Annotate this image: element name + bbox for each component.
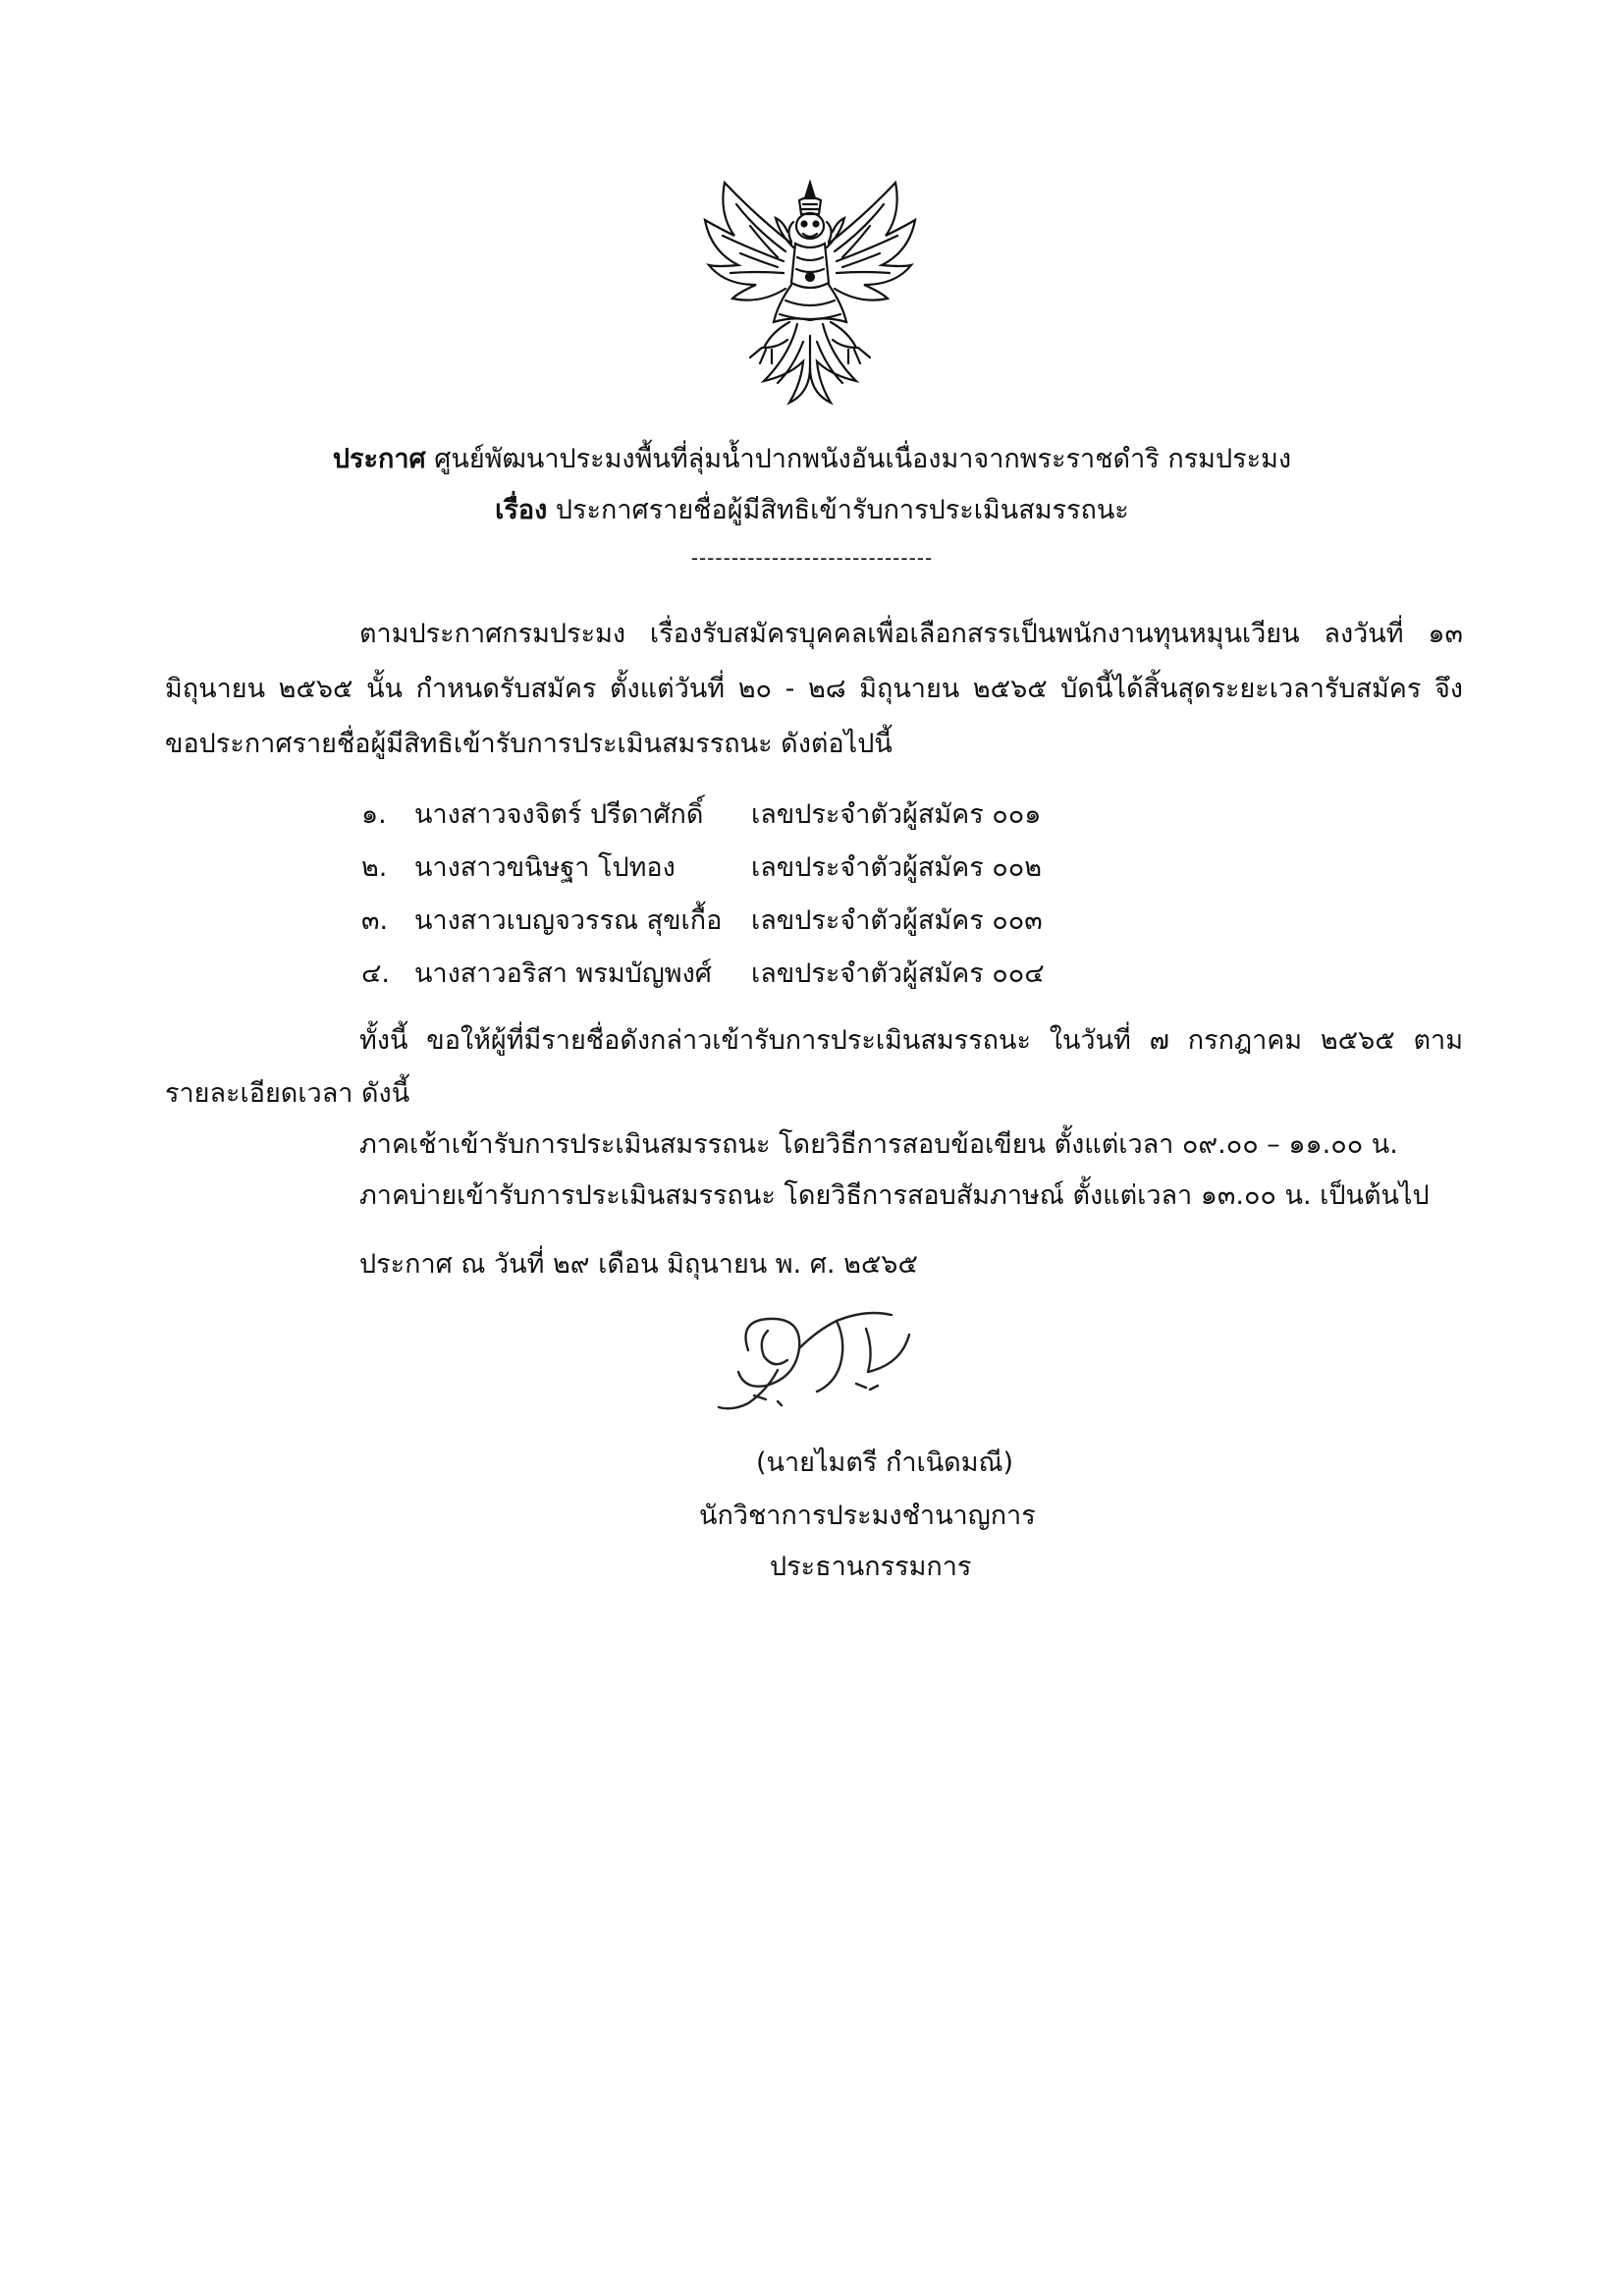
header-prefix: ประกาศ <box>332 444 426 474</box>
candidate-app-no: เลขประจำตัวผู้สมัคร ๐๐๒ <box>751 852 1043 883</box>
para1-line3: ขอประกาศรายชื่อผู้มีสิทธิเข้ารับการประเมินสมรรถนะ ดังต่อไปนี้ <box>165 729 893 759</box>
signature-icon <box>709 1301 915 1419</box>
candidate-number: ๓. <box>361 905 389 936</box>
signatory-name: (นายไมตรี กำเนิดมณี) <box>756 1448 1014 1478</box>
candidate-app-no: เลขประจำตัวผู้สมัคร ๐๐๓ <box>751 905 1043 936</box>
candidate-app-no: เลขประจำตัวผู้สมัคร ๐๐๔ <box>751 958 1045 989</box>
candidate-number: ๑. <box>361 799 387 830</box>
candidate-name: นางสาวเบญจวรรณ สุขเกื้อ <box>414 905 723 936</box>
header-org: ศูนย์พัฒนาประมงพื้นที่ลุ่มน้ำปากพนังอันเนื่องมาจากพระราชดำริ กรมประมง <box>434 444 1292 474</box>
para1-line1: ตามประกาศกรมประมง เรื่องรับสมัครบุคคลเพื่อเลือกสรรเป็นพนักงานทุนหมุนเวียน ลงวันที่ ๑๓ <box>359 619 1463 649</box>
signatory-position: นักวิชาการประมงชำนาญการ <box>699 1501 1036 1531</box>
announcement-subject <box>0 491 1624 530</box>
candidate-name: นางสาวอริสา พรมบัญพงศ์ <box>414 958 712 989</box>
candidate-name: นางสาวขนิษฐา โปทอง <box>414 852 676 883</box>
para1-line2: มิถุนายน ๒๕๖๕ นั้น กำหนดรับสมัคร ตั้งแต่วันที่ ๒๐ - ๒๘ มิถุนายน ๒๕๖๕ บัดนี้ได้สิ้นสุดระยะเวลารับสมัคร จึง <box>165 674 1463 704</box>
subject-prefix: เรื่อง <box>495 495 548 525</box>
para2-line2: รายละเอียดเวลา ดังนี้ <box>165 1078 410 1109</box>
candidate-number: ๔. <box>361 958 391 989</box>
announcement-header <box>0 440 1624 479</box>
signatory-role: ประธานกรรมการ <box>770 1552 972 1582</box>
candidate-name: นางสาวจงจิตร์ ปรีดาศักดิ์ <box>414 799 704 830</box>
para2-line1: ทั้งนี้ ขอให้ผู้ที่มีรายชื่อดังกล่าวเข้ารับการประเมินสมรรถนะ ในวันที่ ๗ กรกฎาคม ๒๕๖๕ ตาม <box>359 1025 1463 1056</box>
subject-text: ประกาศรายชื่อผู้มีสิทธิเข้ารับการประเมินสมรรถนะ <box>555 495 1129 525</box>
candidate-app-no: เลขประจำตัวผู้สมัคร ๐๐๑ <box>751 799 1042 830</box>
announcement-date: ประกาศ ณ วันที่ ๒๙ เดือน มิถุนายน พ. ศ. ๒๕๖๕ <box>359 1249 918 1280</box>
schedule-afternoon: ภาคบ่ายเข้ารับการประเมินสมรรถนะ โดยวิธีการสอบสัมภาษณ์ ตั้งแต่เวลา ๑๓.๐๐ น. เป็นต้นไป <box>359 1180 1430 1211</box>
garuda-emblem-icon <box>695 175 925 410</box>
candidate-number: ๒. <box>361 852 388 883</box>
separator-line: ------------------------------ <box>690 546 934 570</box>
schedule-morning: ภาคเช้าเข้ารับการประเมินสมรรถนะ โดยวิธีการสอบข้อเขียน ตั้งแต่เวลา ๐๙.๐๐ – ๑๑.๐๐ น. <box>359 1129 1398 1160</box>
